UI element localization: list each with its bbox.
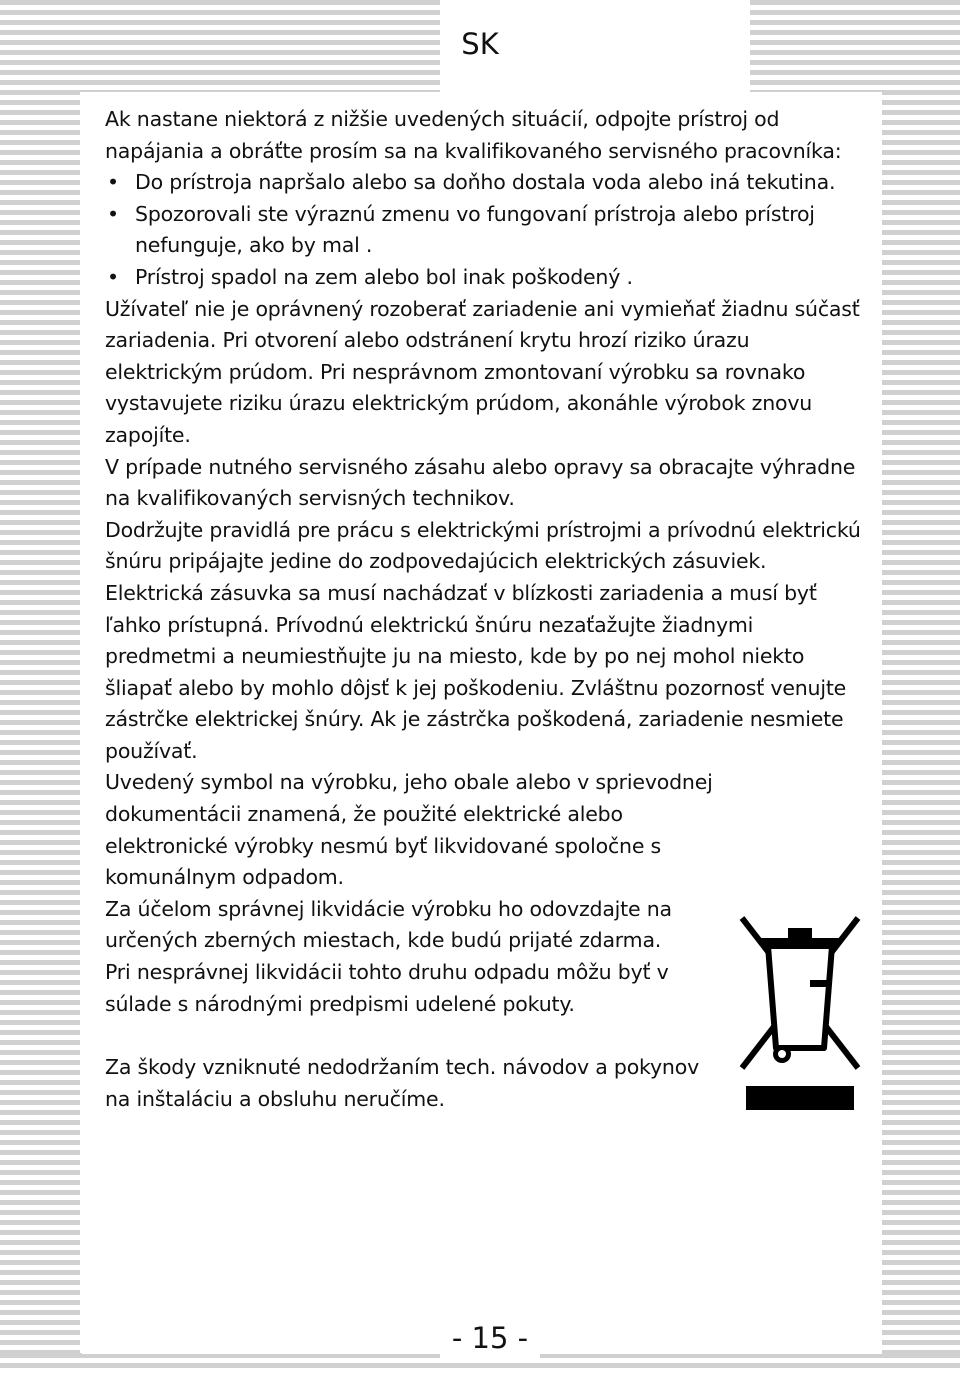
list-item: • Prístroj spadol na zem alebo bol inak poškodený .: [135, 262, 865, 294]
top-stripe-border-left: [0, 0, 440, 92]
crossed-out-wheelie-bin-icon: [738, 898, 862, 1116]
situation-list: [105, 167, 865, 293]
list-item: • Spozorovali ste výraznú zmenu vo fungovaní prístroja alebo prístroj nefunguje, ako by mal .: [135, 199, 865, 262]
service-paragraph: V prípade nutného servisného zásahu alebo opravy sa obracajte výhradne na kvalifikovaných servisných technikov.: [105, 454, 856, 511]
liability-paragraph: Za škody vzniknuté nedodržaním tech. návodov a pokynov na inštaláciu a obsluhu neručíme.: [105, 1055, 700, 1111]
page-number: - 15 -: [440, 1318, 540, 1358]
language-code: SK: [442, 24, 518, 64]
symbol-paragraph: Uvedený symbol na výrobku, jeho obale alebo v sprievodnej dokumentácii znamená, že použité elektrické alebo elektronické výrobky nesmú byť likvidované spoločne s komunálnym odpadom.: [105, 770, 713, 890]
intro-paragraph: Ak nastane niektorá z nižšie uvedených situácií, odpojte prístroj od napájania a obráťte prosím sa na kvalifikovaného servisného pracovníka:: [105, 107, 842, 163]
disposal-paragraph: Za účelom správnej likvidácie výrobku ho odovzdajte na určených zberných miestach, kde budú prijaté zdarma.: [105, 896, 672, 953]
penalty-paragraph: Pri nesprávnej likvidácii tohto druhu odpadu môžu byť v súlade s národnými predpismi udelené pokuty.: [105, 960, 669, 1016]
list-item: • Do prístroja napršalo alebo sa doňho dostala voda alebo iná tekutina.: [135, 167, 865, 199]
left-stripe-border: [0, 0, 80, 1373]
safety-paragraph: Užívateľ nie je oprávnený rozoberať zariadenie ani vymieňať žiadnu súčasť zariadenia. Pri otvorení alebo odstránení krytu hrozí riziko úrazu elektrickým prúdom. Pri nesprávnom zmontovaní výrobku sa rovnako vystavujete riziku úrazu elektrickým prúdom, akonáhle výrobok znovu zapojíte.: [105, 296, 860, 447]
right-stripe-border: [882, 0, 960, 1373]
top-stripe-border-right: [750, 0, 960, 92]
rules-paragraph: Dodržujte pravidlá pre prácu s elektrickými prístrojmi a prívodnú elektrickú šnúru pripájajte jedine do zodpovedajúcich elektrických zásuviek. Elektrická zásuvka sa musí nachádzať v blízkosti zariadenia a musí byť ľahko prístupná. Prívodnú elektrickú šnúru nezaťažujte žiadnymi predmetmi a neumiestňujte ju na miesto, kde by po nej mohol niekto šliapať alebo by mohlo dôjsť k jej poškodeniu. Zvláštnu pozornosť venujte zástrčke elektrickej šnúry. Ak je zástrčka poškodená, zariadenie nesmiete používať.: [105, 517, 861, 763]
